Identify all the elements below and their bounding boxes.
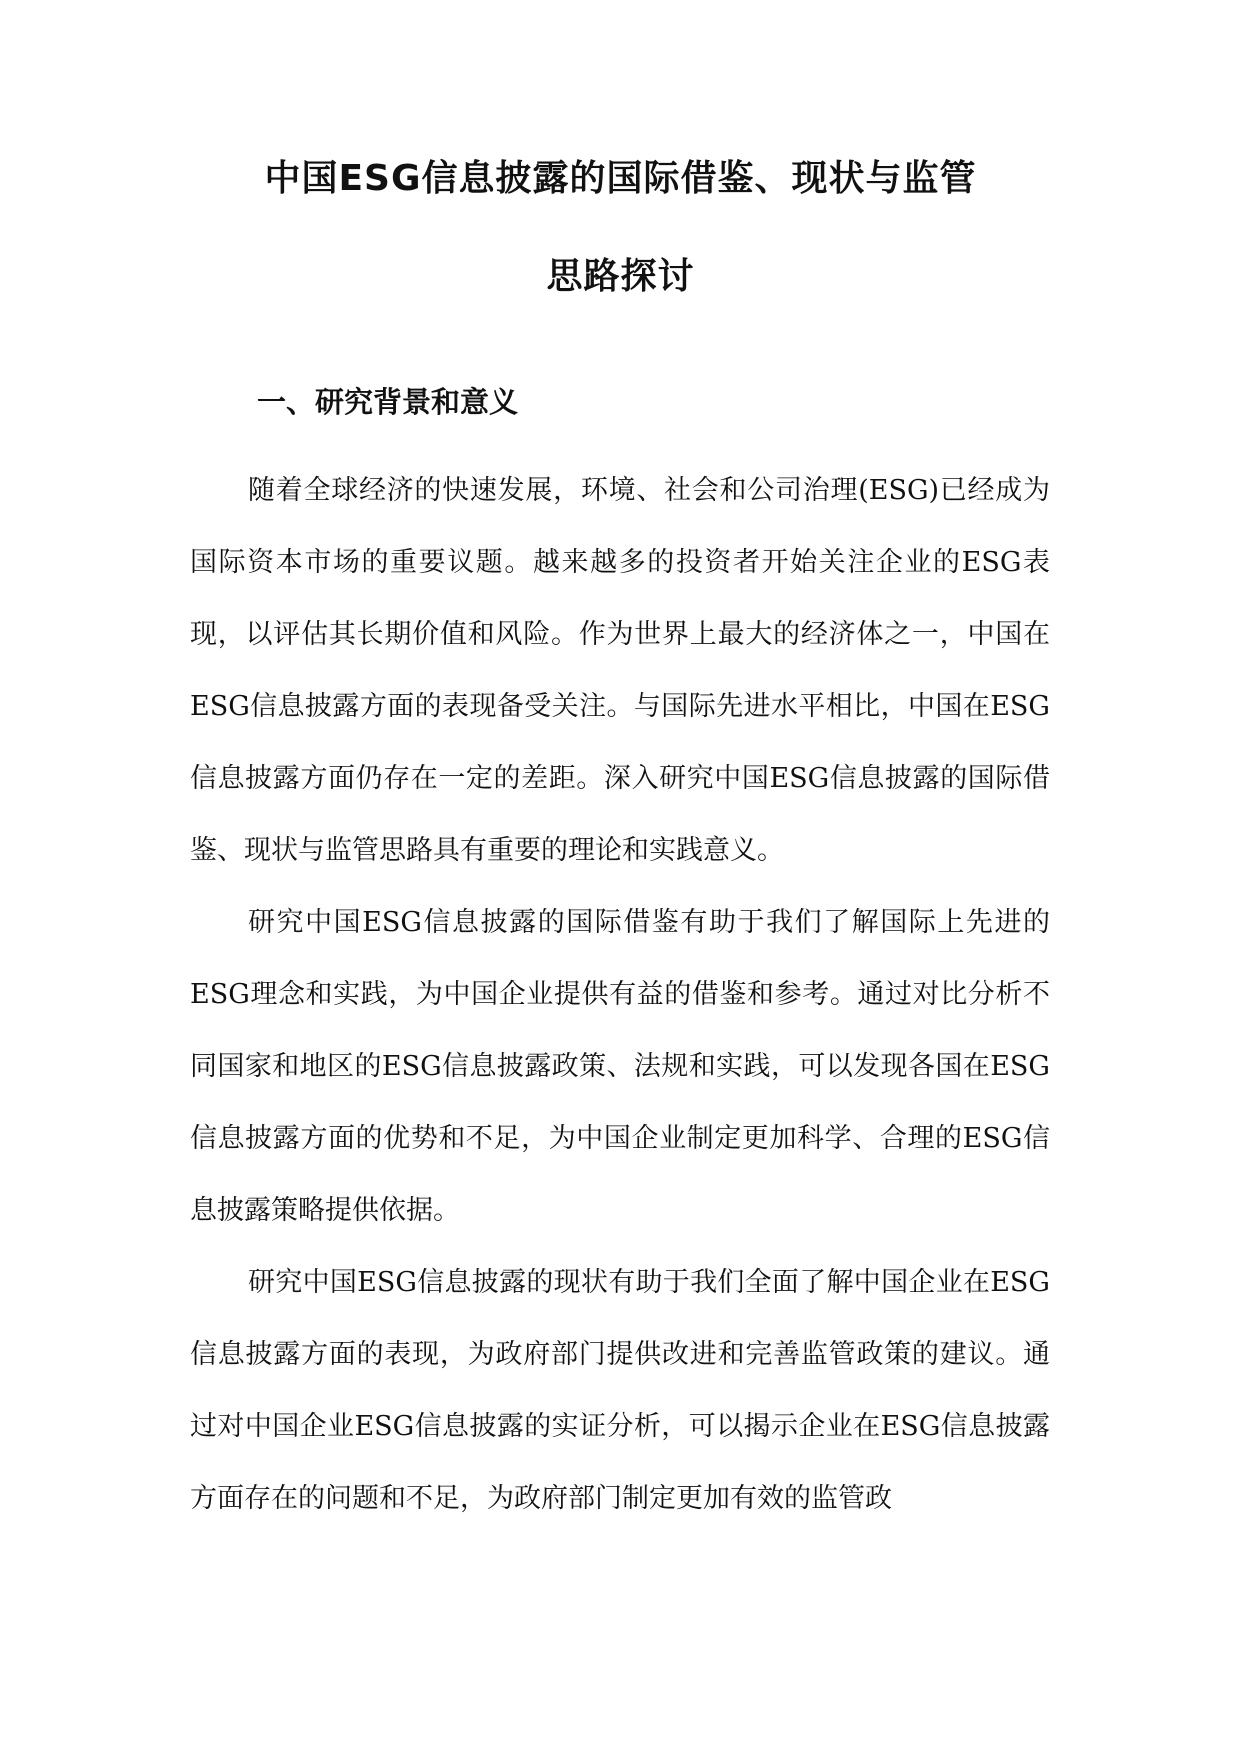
paragraph-2: 研究中国ESG信息披露的国际借鉴有助于我们了解国际上先进的ESG理念和实践，为中国企业提供有益的借鉴和参考。通过对比分析不同国家和地区的ESG信息披露政策、法规和实践，可以发现各国在ESG信息披露方面的优势和不足，为中国企业制定更加科学、合理的ESG信息披露策略提供依据。 <box>190 907 1050 1226</box>
paragraph-3: 研究中国ESG信息披露的现状有助于我们全面了解中国企业在ESG信息披露方面的表现，为政府部门提供改进和完善监管政策的建议。通过对中国企业ESG信息披露的实证分析，可以揭示企业在ESG信息披露方面存在的问题和不足，为政府部门制定更加有效的监管政 <box>190 1267 1050 1514</box>
section-heading: 一、研究背景和意义 <box>257 385 519 419</box>
document-body <box>190 455 1050 1535</box>
paragraph-1: 随着全球经济的快速发展，环境、社会和公司治理(ESG)已经成为国际资本市场的重要议题。越来越多的投资者开始关注企业的ESG表现，以评估其长期价值和风险。作为世界上最大的经济体之一，中国在ESG信息披露方面的表现备受关注。与国际先进水平相比，中国在ESG信息披露方面仍存在一定的差距。深入研究中国ESG信息披露的国际借鉴、现状与监管思路具有重要的理论和实践意义。 <box>190 475 1050 866</box>
document-title-line-2: 思路探讨 <box>546 256 695 297</box>
document-title-line-1: 中国ESG信息披露的国际借鉴、现状与监管 <box>264 158 977 199</box>
